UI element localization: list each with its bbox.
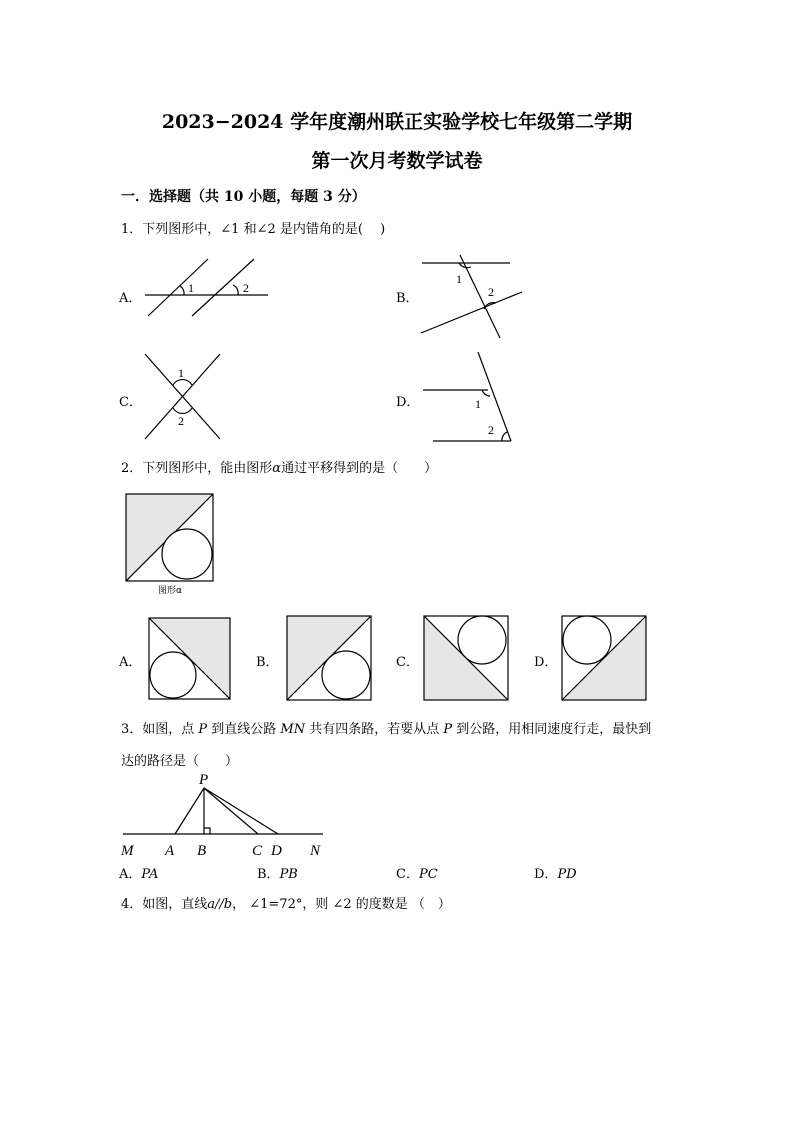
q1-option-d-label: D． — [396, 395, 420, 410]
q3-label-p: P — [199, 772, 209, 788]
q2-text-before: 2．下列图形中，能由图形 — [121, 461, 273, 476]
q3-option-d — [534, 863, 577, 882]
question-4-text — [121, 893, 451, 912]
q1-option-c-label: C． — [119, 395, 142, 410]
q3-option-a — [119, 863, 158, 882]
q3-label-a: A — [165, 843, 175, 859]
q1-option-b-label: B． — [396, 291, 419, 306]
q3-label-c: C — [252, 843, 263, 859]
q3-option-b-value: PB — [279, 867, 298, 882]
q2-option-a-label: A． — [119, 655, 142, 670]
q3-option-c-value: PC — [418, 867, 438, 882]
q2-option-c-label: C． — [396, 655, 419, 670]
q1b-angle-1: 1 — [456, 272, 462, 286]
q3-point-p: P — [198, 722, 208, 737]
q2-figure-caption: 图形α — [158, 586, 182, 596]
q1d-angle-2: 2 — [488, 423, 494, 437]
q3-option-a-letter: A． — [119, 867, 142, 882]
q2-text-after: 通过平移得到的是（ ） — [281, 461, 438, 476]
q1a-angle-1: 1 — [188, 281, 194, 295]
q2-option-b-label: B． — [256, 655, 279, 670]
q1-figure-b — [418, 255, 528, 340]
q3-text-part: 到直线公路 — [207, 722, 281, 737]
question-1-text: 1．下列图形中，∠1 和∠2 是内错角的是( ) — [121, 222, 386, 237]
q1-option-a-label: A． — [119, 291, 142, 306]
q3-point-p: P — [443, 722, 453, 737]
q4-prefix: 4．如图，直线 — [121, 897, 208, 912]
q2-figure-d — [561, 615, 649, 703]
q1b-angle-2: 2 — [488, 285, 494, 299]
q1c-angle-1: 1 — [178, 366, 184, 380]
q3-option-c — [396, 863, 438, 882]
q3-option-b — [257, 863, 298, 882]
q2-option-d-label: D． — [534, 655, 558, 670]
question-2-text — [121, 457, 437, 476]
q3-label-b: B — [197, 843, 207, 859]
q2-figure-c — [423, 615, 511, 703]
q3-text-part: 到公路，用相同速度行走，最快到 — [452, 722, 652, 737]
q3-label-n: N — [310, 843, 321, 859]
q1d-angle-1: 1 — [475, 397, 481, 411]
q3-line-mn: MN — [280, 722, 306, 737]
question-3-line2: 达的路径是（ ） — [121, 754, 239, 769]
q2-figure-b — [286, 615, 374, 703]
q3-text-part: 共有四条路，若要从点 — [305, 722, 444, 737]
q3-option-d-value: PD — [557, 867, 577, 882]
q3-label-m: M — [121, 843, 134, 859]
q3-option-c-letter: C． — [396, 867, 419, 882]
q1c-angle-2: 2 — [178, 414, 184, 428]
q4-suffix: ， ∠1=72°，则 ∠2 的度数是 （ ） — [232, 897, 451, 912]
question-3-line1 — [121, 718, 651, 737]
q3-option-a-value: PA — [141, 867, 159, 882]
q3-option-b-letter: B． — [257, 867, 280, 882]
q1-figure-c — [140, 348, 225, 443]
q1-figure-d — [418, 350, 518, 445]
exam-title-line2: 第一次月考数学试卷 — [311, 150, 483, 172]
section-heading: 一．选择题（共 10 小题，每题 3 分） — [121, 189, 366, 205]
q2-alpha: α — [272, 461, 282, 476]
q2-figure-a — [148, 617, 233, 702]
q2-figure-alpha — [125, 493, 215, 583]
exam-title-line1: 2023−2024 学年度潮州联正实验学校七年级第二学期 — [161, 111, 633, 133]
q1a-angle-2: 2 — [243, 281, 249, 295]
q1-figure-a — [140, 255, 275, 320]
q3-option-d-letter: D． — [534, 867, 558, 882]
q3-label-d: D — [271, 843, 282, 859]
q4-parallel-lines: a//b — [207, 897, 233, 912]
q3-text-part: 3．如图，点 — [121, 722, 199, 737]
q3-figure — [118, 768, 338, 860]
